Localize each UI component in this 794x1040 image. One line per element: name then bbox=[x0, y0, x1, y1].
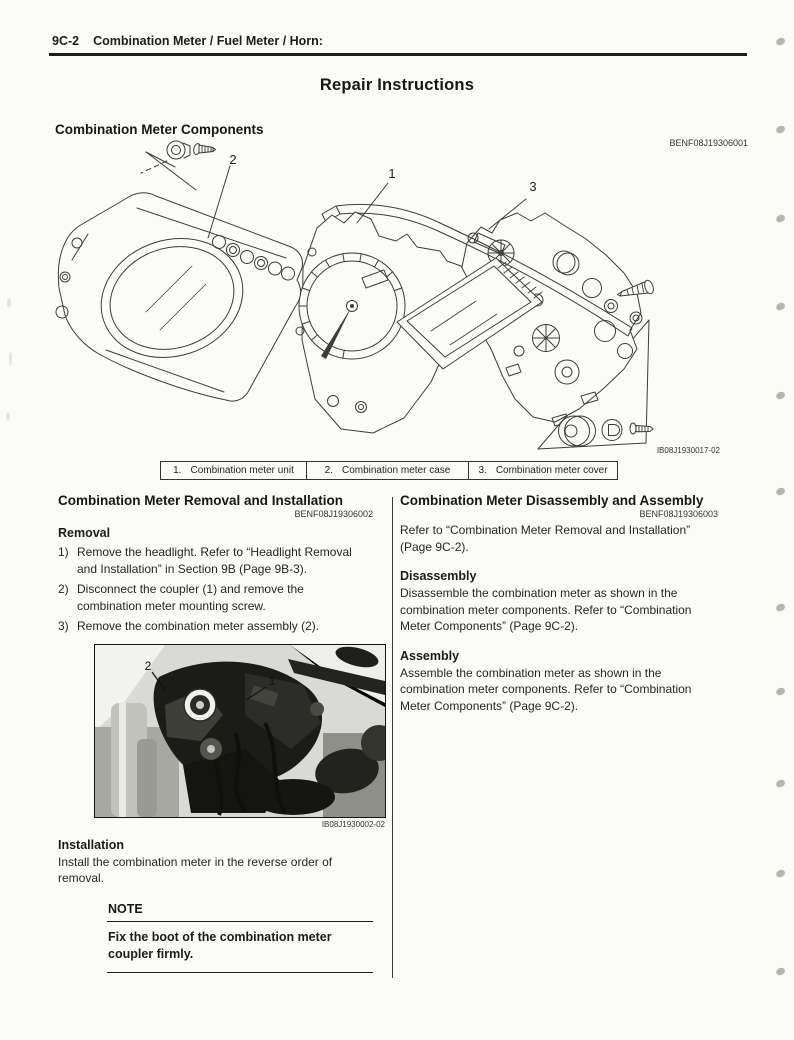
step-text: Disconnect the coupler (1) and remove the combination meter mounting screw. bbox=[77, 582, 304, 613]
legend-label: Combination meter unit bbox=[190, 465, 294, 476]
legend-num: 1. bbox=[173, 465, 182, 476]
left-column bbox=[58, 493, 392, 973]
figure-callout-1: 1 bbox=[388, 166, 396, 181]
step-number: 2) bbox=[58, 582, 69, 596]
removal-ref-code: BENF08J19306002 bbox=[294, 509, 373, 519]
step-1 bbox=[58, 544, 392, 577]
binder-hole-mark bbox=[775, 869, 786, 878]
step-text: Remove the headlight. Refer to “Headlight Removal and Installation” in Section 9B (Page 9B-3). bbox=[77, 545, 352, 576]
components-heading: Combination Meter Components bbox=[55, 122, 264, 137]
disassembly-section bbox=[400, 569, 718, 635]
binder-hole-mark bbox=[775, 302, 786, 311]
legend-cell bbox=[160, 461, 307, 480]
legend-cell bbox=[469, 461, 618, 480]
scan-smudge bbox=[6, 412, 10, 421]
figure-code: IB08J1930017-02 bbox=[656, 446, 720, 455]
installation-text: Install the combination meter in the reverse order of removal. bbox=[58, 854, 333, 885]
binder-hole-mark bbox=[775, 603, 786, 612]
page-title: Repair Instructions bbox=[319, 76, 475, 94]
removal-installation-heading: Combination Meter Removal and Installation bbox=[58, 493, 344, 508]
photo-callout-2: 2 bbox=[144, 658, 152, 673]
removal-subheading: Removal bbox=[58, 526, 111, 540]
binder-hole-mark bbox=[775, 779, 786, 788]
legend-label: Combination meter cover bbox=[495, 465, 608, 476]
note-label: NOTE bbox=[107, 901, 373, 922]
right-column bbox=[400, 493, 718, 714]
step-2 bbox=[58, 581, 392, 614]
photo-figure-code: IB08J1930002-02 bbox=[321, 819, 385, 829]
removal-steps bbox=[58, 544, 392, 635]
step-3 bbox=[58, 618, 392, 635]
legend-num: 3. bbox=[478, 465, 487, 476]
page-header bbox=[52, 34, 323, 48]
components-ref-code: BENF08J19306001 bbox=[669, 138, 748, 148]
disassembly-assembly-heading: Combination Meter Disassembly and Assembly bbox=[400, 493, 704, 508]
scan-smudge bbox=[9, 352, 12, 366]
legend-label: Combination meter case bbox=[341, 465, 451, 476]
binder-hole-mark bbox=[775, 967, 786, 976]
page-code: 9C-2 bbox=[52, 34, 80, 48]
step-number: 1) bbox=[58, 545, 69, 559]
figure-callout-3: 3 bbox=[529, 179, 537, 194]
disassembly-subheading: Disassembly bbox=[400, 569, 477, 583]
note-text-inner: Fix the boot of the combination meter coupler firmly. bbox=[108, 929, 332, 961]
disassembly-ref-code: BENF08J19306003 bbox=[639, 509, 718, 519]
binder-hole-mark bbox=[775, 487, 786, 496]
binder-hole-mark bbox=[775, 391, 786, 400]
figure-callout-2: 2 bbox=[229, 152, 237, 167]
binder-hole-mark bbox=[775, 687, 786, 696]
binder-hole-mark bbox=[775, 125, 786, 134]
figure-legend bbox=[160, 461, 618, 480]
disassembly-intro: Refer to “Combination Meter Removal and Installation” (Page 9C-2). bbox=[400, 523, 691, 554]
assembly-subheading: Assembly bbox=[400, 648, 460, 663]
photo-callout-1: 1 bbox=[268, 673, 276, 688]
note-box bbox=[107, 901, 373, 973]
header-section-title: Combination Meter / Fuel Meter / Horn: bbox=[93, 34, 323, 48]
exploded-view-figure bbox=[40, 130, 770, 470]
step-number: 3) bbox=[58, 619, 69, 633]
header-rule bbox=[49, 53, 747, 56]
note-text bbox=[107, 922, 373, 973]
legend-cell bbox=[307, 461, 469, 480]
column-divider bbox=[392, 497, 393, 978]
removal-photo bbox=[95, 645, 385, 817]
binder-hole-mark bbox=[775, 214, 786, 223]
binder-hole-mark bbox=[775, 37, 786, 46]
step-text: Remove the combination meter assembly (2). bbox=[77, 619, 320, 633]
assembly-text: Assemble the combination meter as shown in the combination meter components. Refer to “Combination Meter Components” (Page 9C-2). bbox=[400, 665, 692, 713]
legend-num: 2. bbox=[324, 465, 333, 476]
scan-smudge bbox=[7, 298, 11, 308]
assembly-section bbox=[400, 649, 718, 715]
disassembly-text: Disassemble the combination meter as shown in the combination meter components. Refer to “Combination Meter Components” (Page 9C-2). bbox=[400, 586, 692, 633]
installation-subheading: Installation bbox=[58, 837, 124, 852]
removal-photo-frame bbox=[95, 645, 385, 817]
